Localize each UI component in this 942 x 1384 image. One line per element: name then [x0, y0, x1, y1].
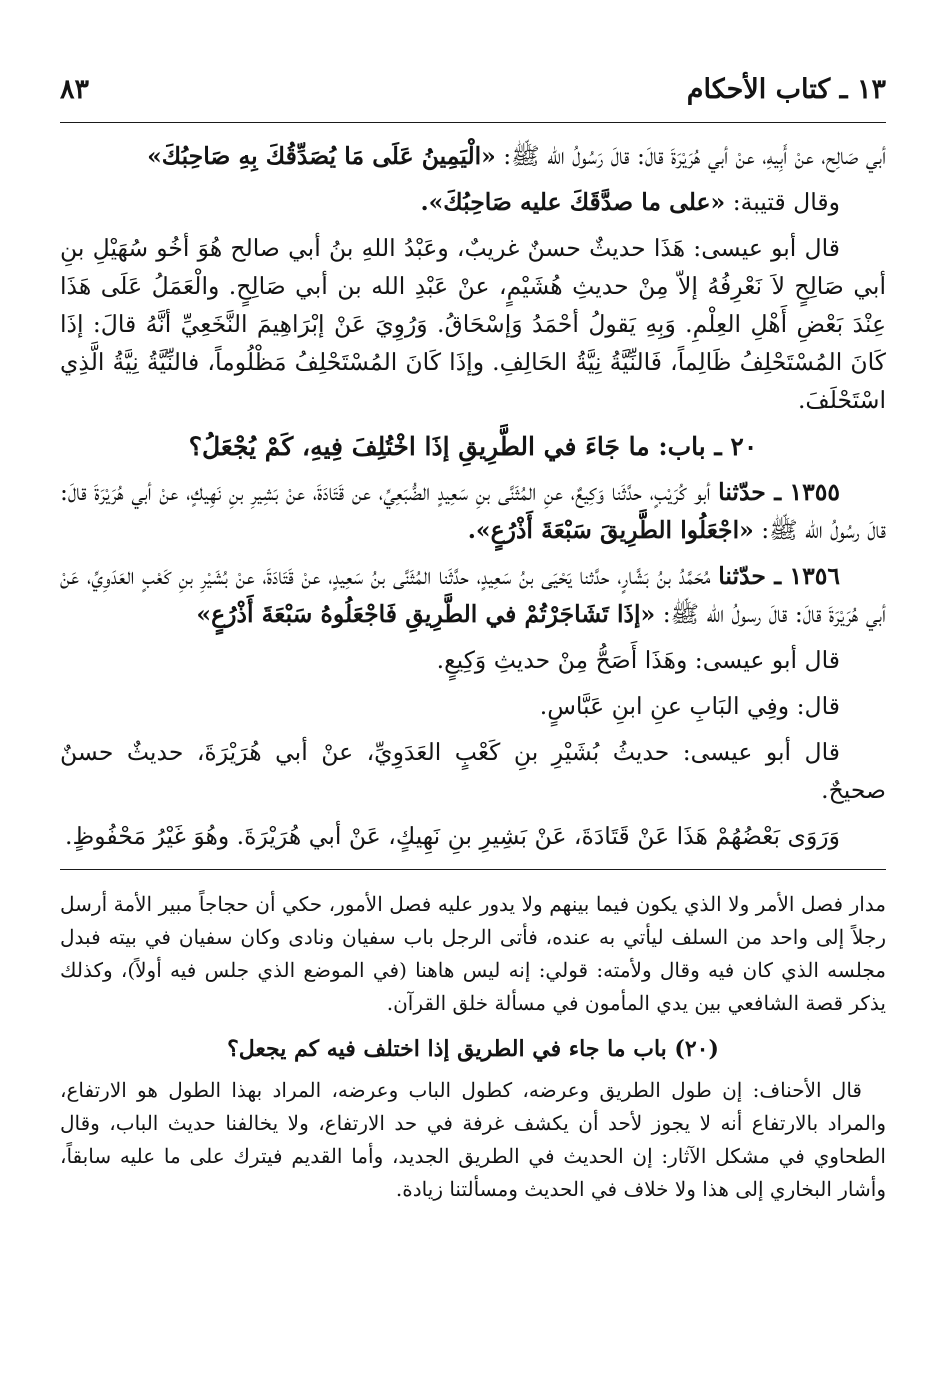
- paragraph-comment-1: قال أبو عيسى: وهَذَا أَصَحُّ مِنْ حديثِ وَكِيعٍ.: [436, 646, 840, 674]
- hadith-quote: «الْيَمِينُ عَلَى مَا يُصَدِّقُكَ بِهِ صَاحِبُكَ»: [147, 142, 496, 170]
- paragraph-text: وقال قتيبة:: [725, 188, 840, 216]
- hadith-quote: «اجْعَلُوا الطَّرِيقَ سَبْعَةَ أَذْرُعٍ».: [467, 516, 754, 544]
- hadith-chain: أبو كُرَيْبٍ، حدَّثَنا وَكِيعٌ، عنِ المُثَنَّى بنِ سَعِيدٍ الضُّبَعِيِّ، عن قَتَادَةَ، عنْ بَشِيرِ بنِ نَهِيكٍ، عنْ أبي هُرَيْرَةَ قالَ: قالَ رسُولُ الله ﷺ:: [60, 478, 886, 544]
- hadith-chain: مُحَمَّدُ بنُ بَشَّارٍ، حدَّثنا يَحْيَى بنُ سَعِيدٍ، حدَّثَنا المُثَنَّى بنُ سَعِيدٍ، عنْ قَتَادَةَ، عنْ بُشَيْرِ بنِ كَعْبٍ العَدَوِيِّ، عَنْ أبي هُرَيْرَةَ قالَ: قالَ رسولُ الله ﷺ:: [60, 562, 886, 628]
- chapter-title: ١٣ ـ كتاب الأحكام: [686, 74, 886, 105]
- footnote-rule: [60, 869, 886, 870]
- footnote-paragraph: مدار فصل الأمر ولا الذي يكون فيما بينهم ولا يدور عليه فصل الأمور، حكي أن حجاجاً مبير الأمة أرسل رجلاً إلى واحد من السلف ليأتي به عنده، فأتى الرجل باب سفيان ونادى وكان سفيان في بيته فبدل مجلسه الذي كان فيه وقال ولأمته: قولي: إنه ليس هاهنا (في الموضع الذي جلس فيه أولاً)، وكذلك يذكر قصة الشافعي بين يدي المأمون في مسألة خلق القرآن.: [60, 892, 886, 1015]
- main-text: [60, 137, 886, 855]
- footnote-heading: (٢٠) باب ما جاء في الطريق إذا اختلف فيه كم يجعل؟: [227, 1036, 719, 1062]
- paragraph-abu-isa-comment: قال أبو عيسى: هَذَا حديثٌ حسنٌ غريبٌ، وعَبْدُ اللهِ بنُ أبي صالح هُوَ أخُو سُهَيْلِ بنِ أبي صَالِحٍ لاَ نَعْرِفُهُ إلاّ مِنْ حديثِ هُشَيْمٍ، عنْ عَبْدِ الله بن أبي صَالِحٍ. والْعَمَلُ عَلَى هَذَا عِنْدَ بَعْضِ أَهْلِ العِلْمِ. وَبِهِ يَقولُ أحْمَدُ وَإسْحَاقُ. وَرُوِيَ عَنْ إبْرَاهِيمَ النَّخَعِيِّ أنَّهُ قالَ: إذَا كَانَ المُسْتَحْلِفُ ظَالِماً، فَالنِّيَّةُ نِيَّةُ الحَالِفِ. وإذَا كَانَ المُسْتَحْلِفُ مَظْلُوماً، فالنِّيَّةُ نِيَّةُ الَّذِي اسْتَحْلَفَ.: [60, 234, 886, 414]
- paragraph-comment-3: قال أبو عيسى: حديثُ بُشَيْرِ بنِ كَعْبٍ العَدَوِيِّ، عنْ أبي هُرَيْرَةَ، حديثٌ حسنٌ صحيحٌ.: [60, 738, 886, 804]
- paragraph-comment-4: وَرَوَى بَعْضُهُمْ هَذَا عَنْ قَتَادَةَ، عَنْ بَشِيرِ بنِ نَهِيكٍ، عَنْ أبي هُرَيْرَةَ. وهُوَ غَيْرُ مَحْفُوظٍ.: [65, 822, 840, 850]
- header-rule: [60, 122, 886, 123]
- page: [60, 60, 886, 1210]
- footnotes: [60, 888, 886, 1206]
- page-number: ٨٣: [60, 74, 90, 105]
- paragraph-text: أبي صَالِح، عنْ أَبِيهِ، عنْ أبي هُرَيْرَةَ قالَ: قالَ رَسُولُ الله ﷺ:: [495, 142, 886, 170]
- hadith-number: ١٣٥٥ ـ حدّثنا: [718, 478, 841, 506]
- chapter-heading: ٢٠ ـ باب: ما جَاءَ في الطَّرِيقِ إذَا اخْتُلِفَ فِيهِ، كَمْ يُجْعَلُ؟: [188, 432, 758, 461]
- paragraph-qutayba: [60, 183, 886, 221]
- hadith-1355: [60, 473, 886, 549]
- hadith-1356: [60, 557, 886, 633]
- page-header: [60, 60, 886, 122]
- footnote-paragraph: قال الأحناف: إن طول الطريق وعرضه، كطول الباب وعرضه، المراد بهذا الطول هو الارتفاع، والمراد بالارتفاع أنه لا يجوز لأحد أن يكشف غرفة في حد الارتفاع، ولا يخالفنا حديث الباب، وقال الطحاوي في مشكل الآثار: إن الحديث في الطريق الجديد، وأما القديم فيترك على ما عليه سابقاً، وأشار البخاري إلى هذا ولا خلاف في الحديث ومسألتنا زيادة.: [60, 1078, 886, 1201]
- hadith-number: ١٣٥٦ ـ حدّثنا: [718, 562, 840, 590]
- paragraph-hadith-continuation: [60, 137, 886, 175]
- hadith-quote: «على ما صدَّقَكَ عليه صَاحِبُكَ».: [420, 188, 726, 216]
- paragraph-comment-2: قال: وفِي البَابِ عنِ ابنِ عَبَّاسٍ.: [539, 692, 840, 720]
- hadith-quote: «إذَا تَشَاجَرْتُمْ في الطَّرِيقِ فَاجْعَلُوهُ سَبْعَةَ أَذْرُعٍ»: [196, 600, 656, 628]
